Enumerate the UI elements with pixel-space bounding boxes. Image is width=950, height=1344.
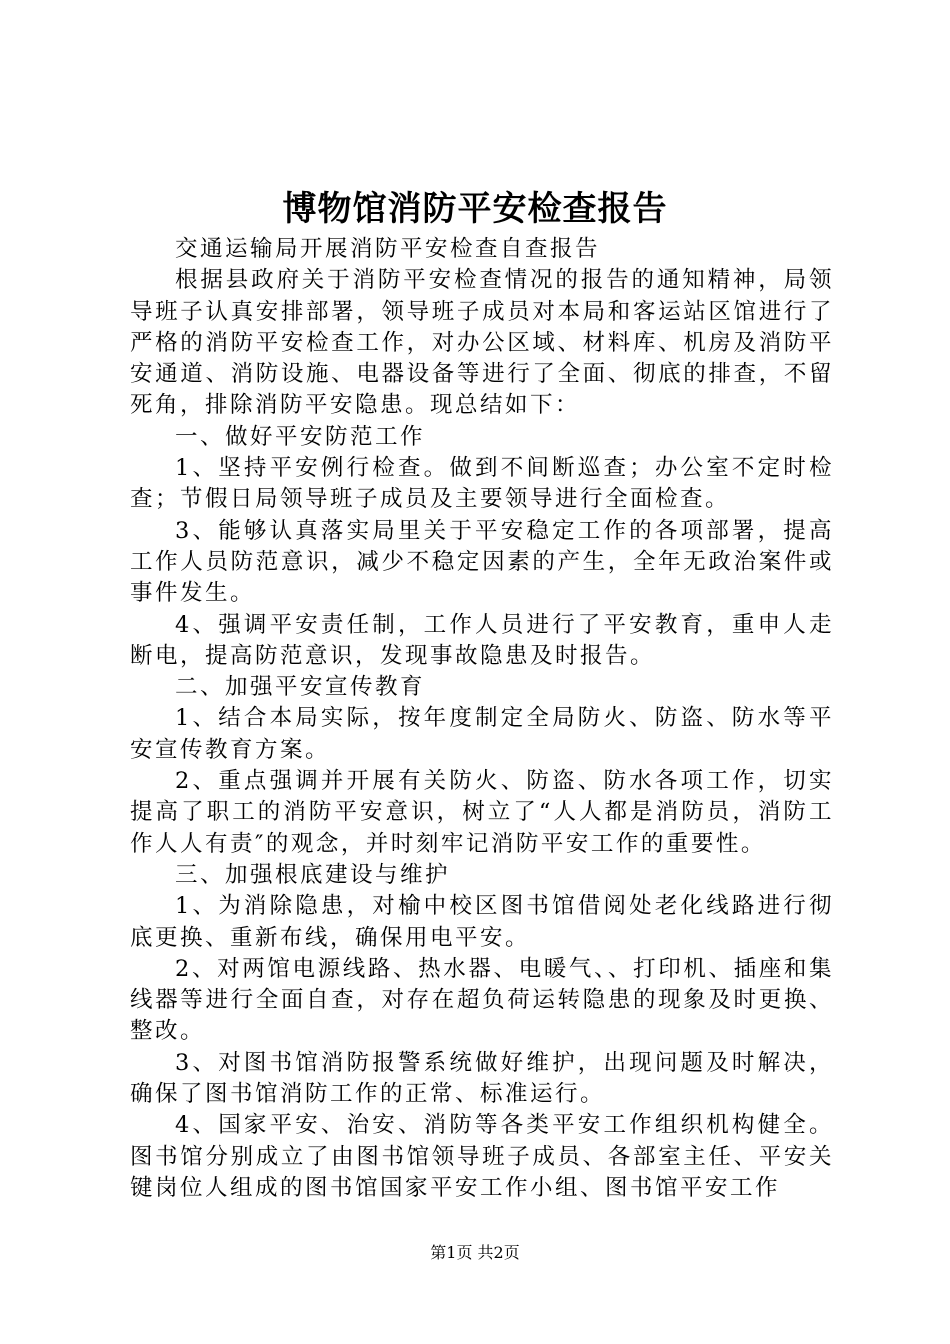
paragraph: 2、重点强调并开展有关防火、防盗、防水各项工作，切实提高了职工的消防平安意识，树立了“人人都是消防员，消防工作人人有责″的观念，并时刻牢记消防平安工作的重要性。	[130, 768, 834, 857]
paragraph: 1、坚持平安例行检查。做到不间断巡查；办公室不定时检查；节假日局领导班子成员及主要领导进行全面检查。	[130, 455, 834, 513]
paragraph: 1、结合本局实际，按年度制定全局防火、防盗、防水等平安宣传教育方案。	[130, 705, 834, 763]
paragraph: 2、对两馆电源线路、热水器、电暖气、、打印机、插座和集线器等进行全面自查，对存在超负荷运转隐患的现象及时更换、整改。	[130, 955, 834, 1045]
page-number-footer: 第1页 共2页	[430, 1243, 520, 1262]
paragraph: 根据县政府关于消防平安检查情况的报告的通知精神，局领导班子认真安排部署，领导班子成员对本局和客运站区馆进行了严格的消防平安检查工作，对办公区域、材料库、机房及消防平安通道、消防设施、电器设备等进行了全面、彻底的排查，不留死角，排除消防平安隐患。现总结如下：	[130, 267, 834, 419]
page-title: 博物馆消防平安检查报告	[282, 189, 668, 229]
section-heading: 一、做好平安防范工作	[175, 423, 426, 450]
paragraph: 4、强调平安责任制，工作人员进行了平安教育，重申人走断电，提高防范意识，发现事故隐患及时报告。	[130, 611, 834, 669]
paragraph: 4、国家平安、治安、消防等各类平安工作组织机构健全。图书馆分别成立了由图书馆领导班子成员、各部室主任、平安关键岗位人组成的图书馆国家平安工作小组、图书馆平安工作	[130, 1112, 834, 1201]
paragraph: 交通运输局开展消防平安检查自查报告	[175, 236, 601, 262]
paragraph: 3、对图书馆消防报警系统做好维护，出现问题及时解决，确保了图书馆消防工作的正常、标准运行。	[130, 1049, 834, 1108]
section-heading: 三、加强根底建设与维护	[175, 861, 451, 888]
paragraph: 1、为消除隐患，对榆中校区图书馆借阅处老化线路进行彻底更换、重新布线，确保用电平安。	[130, 893, 834, 951]
paragraph: 3、能够认真落实局里关于平安稳定工作的各项部署，提高工作人员防范意识，减少不稳定因素的产生，全年无政治案件或事件发生。	[130, 517, 834, 607]
document-body	[130, 234, 834, 1204]
section-heading: 二、加强平安宣传教育	[175, 674, 426, 701]
